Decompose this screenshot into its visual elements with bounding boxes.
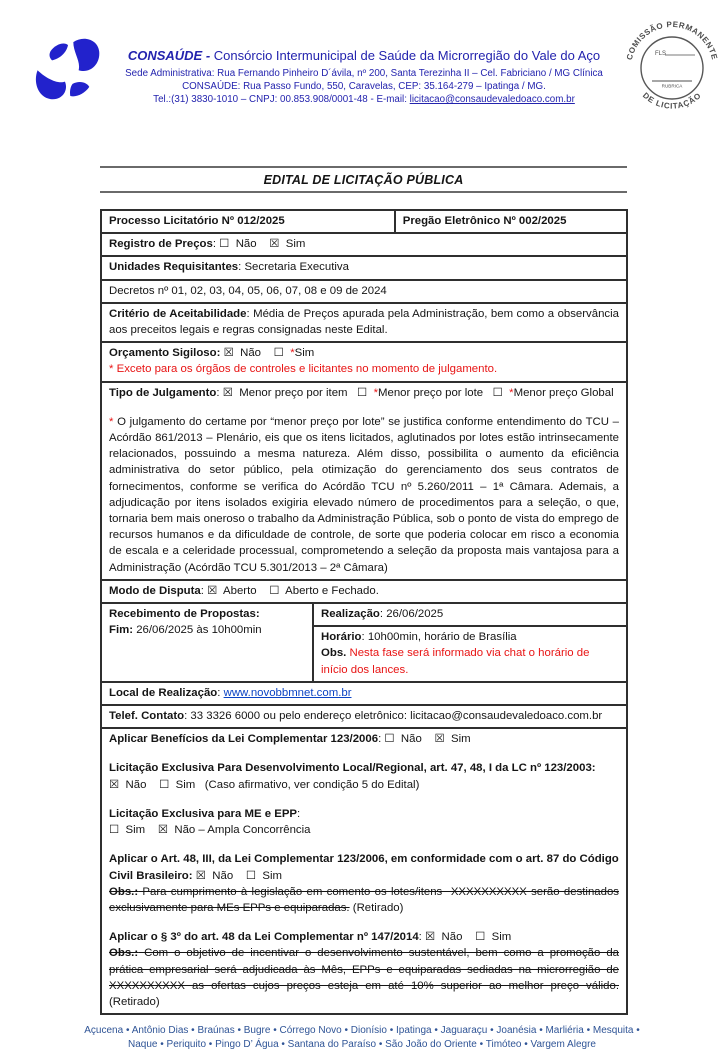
realizacao-value: : 26/06/2025 [379, 608, 444, 621]
exclusiva-me-label: Licitação Exclusiva para ME e EPP [109, 807, 298, 820]
beneficios-label: Aplicar Benefícios da Lei Complementar 123/2006 [109, 733, 379, 746]
modo-label: Modo de Disputa [109, 584, 201, 597]
horario-label: Horário [321, 631, 362, 644]
edital-table [100, 209, 628, 1015]
par3-obs-label: Obs.: [109, 947, 139, 960]
orcamento-note: * Exceto para os órgãos de controles e licitantes no momento de julgamento. [109, 363, 498, 376]
row-recebimento [102, 604, 626, 683]
tipo-star-2: * [509, 386, 514, 399]
realizacao-label: Realização [321, 608, 380, 621]
stamp-fls-label: FLS [655, 51, 667, 57]
par3-value: : ☒ Não ☐ Sim [418, 931, 512, 944]
horario-line [321, 629, 619, 645]
page-header [0, 0, 724, 152]
row-modo-disputa [102, 581, 626, 604]
tipo-julgamento-line [109, 385, 619, 401]
svg-text:DE LICITAÇÃO: DE LICITAÇÃO [640, 90, 704, 111]
registro-precos-value: : ☐ Não ☒ Sim [212, 238, 306, 251]
exclusiva-me-value: ☐ Sim ☒ Não – Ampla Concorrência [109, 824, 311, 837]
org-description: Consórcio Intermunicipal de Saúde da Microrregião do Vale do Aço [210, 48, 601, 63]
tipo-star-1: * [373, 386, 378, 399]
orcamento-star: * [290, 347, 295, 360]
par3-retirado: (Retirado) [109, 995, 160, 1008]
org-contact-text: Tel.:(31) 3830-1010 – CNPJ: 00.853.908/0001-48 - E-mail: [153, 94, 410, 105]
org-address-1: Sede Administrativa: Rua Fernando Pinheiro D´ávila, nº 200, Santa Terezinha II – Cel. Fabriciano / MG Clínica [125, 68, 603, 79]
art48-obs-strike: Para cumprimento à legislação em comento os lotes/itens XXXXXXXXXX serão destinados exclusivamente para MEs EPPs e equiparadas. [109, 885, 619, 914]
obs-red-text: Nesta fase será informado via chat o horário de início dos lances. [321, 647, 590, 676]
art48-obs-label: Obs.: [109, 885, 139, 898]
obs-line [321, 645, 619, 677]
orcamento-line [109, 345, 619, 361]
orcamento-sim: Sim [294, 347, 315, 360]
exclusiva-me-line [109, 806, 619, 822]
art48-obs [109, 884, 619, 916]
par3-line [109, 929, 619, 945]
municipalities-list: Açucena • Antônio Dias • Braúnas • Bugre • Córrego Novo • Dionísio • Ipatinga • Jaguaraçu • Joanésia • Marliéria • Mesquita • Naque • Periquito • Pingo D’ Água • Santana do Paraíso • São João do Oriente • Timóteo • Vargem Alegre [84, 1025, 640, 1050]
local-label: Local de Realização [109, 686, 218, 699]
unidades-label: Unidades Requisitantes [109, 261, 239, 274]
consaude-logo-icon [30, 36, 106, 112]
row-local-realizacao [102, 683, 626, 706]
recebimento-fim [109, 622, 305, 638]
tipo-v2: Menor preço por lote ☐ [378, 386, 510, 399]
exclusiva-me-colon: : [297, 807, 301, 820]
header-text-block [112, 48, 616, 106]
registro-precos-label: Registro de Preços [109, 238, 213, 251]
par3-obs-strike: Com o objetivo de incentivar o desenvolvimento sustentável, bem como a promoção da prática empresarial será adjudicada às Mês, EPPs e equiparadas sediadas na microrregião de XXXXXXXXXX as ofertas cujos preços esteja em até 10% superior ao melhor preço válido. [109, 947, 619, 992]
orcamento-value: ☒ Não ☐ [220, 347, 291, 360]
svg-text:COMISSÃO PERMANENTE: COMISSÃO PERMANENTE [624, 19, 720, 61]
decretos-text: Decretos nº 01, 02, 03, 04, 05, 06, 07, 08 e 09 de 2024 [109, 284, 387, 297]
bbmnet-link[interactable]: www.novobbmnet.com.br [223, 686, 352, 699]
realizacao-cell [314, 604, 626, 627]
telef-value: : 33 3326 6000 ou pelo endereço eletrônico: licitacao@consaudevaledoaco.com.br [184, 710, 603, 723]
par3-label: Aplicar o § 3º do art. 48 da Lei Complementar nº 147/2014 [109, 931, 419, 944]
note-star: * [109, 415, 118, 428]
row-unidades-requisitantes [102, 257, 626, 280]
comissao-licitacao-stamp [621, 8, 723, 122]
row-telef-contato [102, 706, 626, 729]
art48-value: ☒ Não ☐ Sim [192, 869, 282, 882]
row-tipo-julgamento [102, 383, 626, 581]
tipo-julgamento-note [109, 414, 619, 576]
fim-label: Fim: [109, 624, 134, 637]
local-sep: : [217, 686, 224, 699]
orcamento-label: Orçamento Sigiloso: [109, 347, 221, 360]
tipo-v3: Menor preço Global [513, 386, 614, 399]
row-decretos [102, 281, 626, 304]
pregao-eletronico: Pregão Eletrônico Nº 002/2025 [402, 215, 567, 227]
document-title: EDITAL DE LICITAÇÃO PÚBLICA [263, 173, 464, 187]
note-paragraph: O julgamento do certame por “menor preço por lote” se justifica conforme entendimento do TCU – Acórdão 861/2013 – Plenário, eis que os itens licitados, aglutinados por lotes estão intrinsecamente relacionados, possuindo a mesma natureza. Além disso, possibilita o aumento da eficiência administrativa do setor público, pela otimização do gerenciamento dos seus contratos de fornecimentos, conforme se verifica do Acórdão TCU nº 5.260/2011 – 1ª Câmara. Ademais, a adjudicação por itens isolados exigiria elevado número de procedimentos para a seleção, o que, tornaria bem mais oneroso o trabalho da Administração Pública, sob o ponto de vista do emprego de recursos humanos e da dificuldade de controle, de sorte que poderia colocar em risco a economia de escala e a celeridade processual, comprometendo a seleção da proposta mais vantajosa para a Administração (Acórdão TCU 5.301/2013 – 2ª Câmara) [109, 415, 619, 574]
exclusiva-regional-label: Licitação Exclusiva Para Desenvolvimento Local/Regional, art. 47, 48, I da LC nº 123/2003: [109, 762, 596, 775]
processo-licitatorio: Processo Licitatório Nº 012/2025 [102, 211, 396, 232]
org-contact-line [112, 93, 616, 106]
row-criterio-aceitabilidade [102, 304, 626, 343]
header-email-link[interactable]: licitacao@consaudevaledoaco.com.br [409, 94, 575, 105]
obs-label: Obs [321, 647, 344, 660]
recebimento-cell [102, 604, 314, 681]
row-registro-precos [102, 234, 626, 257]
tipo-label: Tipo de Julgamento [109, 386, 217, 399]
art48-label: Aplicar o Art. 48, III, da Lei Complementar 123/2006, em conformidade com o art. 87 do Código Civil Brasileiro: [109, 853, 619, 882]
beneficios-line [109, 731, 619, 747]
horario-value: : 10h00min, horário de Brasília [361, 631, 517, 644]
obs-dot: . [343, 647, 350, 660]
row-leis-complementares [102, 729, 626, 1013]
criterio-value: : Média de Preços apurada pela Administração, bem como a observância aos preceitos legais e regras consignadas neste Edital. [109, 307, 619, 337]
document-title-bar [100, 166, 627, 193]
org-address-2: CONSAÚDE: Rua Passo Fundo, 550, Caravelas, CEP: 35.164-279 – Ipatinga / MG. [182, 81, 546, 92]
stamp-rubrica-label: RUBRICA [661, 83, 683, 89]
fim-value: 26/06/2025 às 10h00min [133, 624, 262, 637]
row-processo-pregao [102, 211, 626, 234]
org-name: CONSAÚDE - [127, 48, 211, 63]
row-orcamento-sigiloso [102, 343, 626, 382]
realizacao-cells [314, 604, 626, 681]
unidades-value: : Secretaria Executiva [238, 261, 349, 274]
par3-obs [109, 945, 619, 1010]
horario-cell [314, 627, 626, 681]
org-title [112, 48, 616, 64]
page-footer [81, 1024, 643, 1051]
modo-value: : ☒ Aberto ☐ Aberto e Fechado. [200, 584, 379, 597]
tipo-v1: : ☒ Menor preço por item ☐ [216, 386, 374, 399]
criterio-label: Critério de Aceitabilidade [109, 307, 247, 320]
art48-retirado: (Retirado) [349, 901, 404, 914]
exclusiva-regional-value: ☒ Não ☐ Sim (Caso afirmativo, ver condição 5 do Edital) [109, 778, 420, 791]
beneficios-value: : ☐ Não ☒ Sim [378, 733, 471, 746]
recebimento-label: Recebimento de Propostas: [109, 608, 260, 621]
telef-label: Telef. Contato [109, 710, 185, 723]
art48-line [109, 851, 619, 883]
